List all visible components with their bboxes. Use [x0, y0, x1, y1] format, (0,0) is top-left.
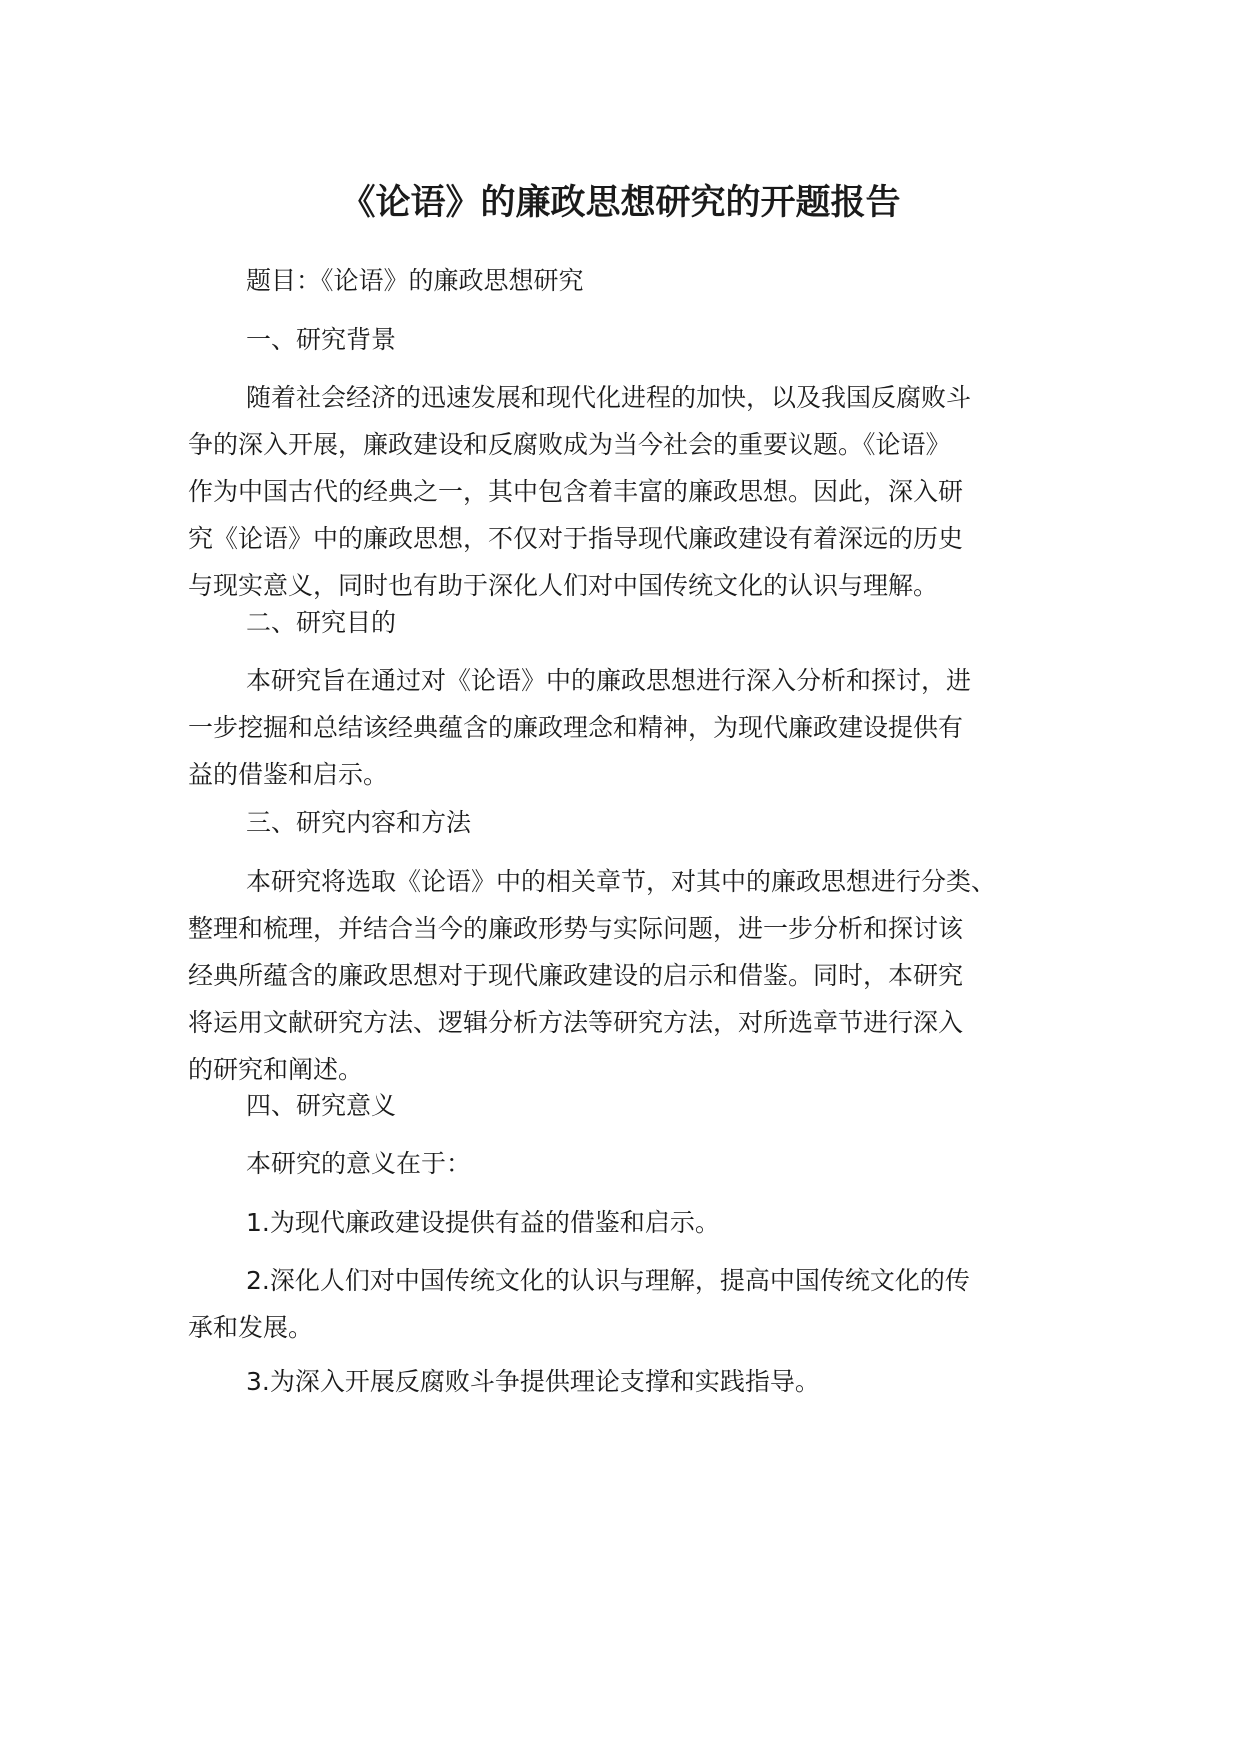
paragraph-line: 本研究旨在通过对《论语》中的廉政思想进行深入分析和探讨，进 [246, 666, 972, 695]
paragraph-line: 随着社会经济的迅速发展和现代化进程的加快，以及我国反腐败斗 [246, 383, 972, 412]
section-significance-heading [188, 1082, 1068, 1129]
point-text: 1.为现代廉政建设提供有益的借鉴和启示。 [246, 1208, 720, 1237]
point-text: 承和发展。 [188, 1313, 314, 1342]
topic-line [188, 257, 1068, 304]
paragraph-line: 本研究将选取《论语》中的相关章节，对其中的廉政思想进行分类、 [246, 867, 997, 896]
point-text: 2.深化人们对中国传统文化的认识与理解，提高中国传统文化的传 [246, 1266, 970, 1295]
paragraph-line: 的研究和阐述。 [188, 1055, 364, 1084]
paragraph-line: 益的借鉴和启示。 [188, 760, 389, 789]
section-purpose-heading [188, 599, 1068, 646]
document-title: 《论语》的廉政思想研究的开题报告 [340, 183, 901, 223]
section-background-heading [188, 316, 1068, 363]
paragraph-line: 一步挖掘和总结该经典蕴含的廉政理念和精神，为现代廉政建设提供有 [188, 713, 964, 742]
point-text: 3.为深入开展反腐败斗争提供理论支撑和实践指导。 [246, 1367, 820, 1396]
significance-intro-text: 本研究的意义在于： [246, 1149, 472, 1178]
paragraph-line: 争的深入开展，廉政建设和反腐败成为当今社会的重要议题。《论语》 [188, 430, 951, 459]
section-method-paragraph [188, 858, 1068, 1093]
section-background-paragraph [188, 374, 1068, 609]
method-heading-text: 三、研究内容和方法 [246, 808, 472, 837]
paragraph-line: 经典所蕴含的廉政思想对于现代廉政建设的启示和借鉴。同时，本研究 [188, 961, 964, 990]
background-heading-text: 一、研究背景 [246, 325, 397, 354]
topic-text: 题目：《论语》的廉政思想研究 [246, 266, 584, 295]
paragraph-line: 将运用文献研究方法、逻辑分析方法等研究方法，对所选章节进行深入 [188, 1008, 964, 1037]
section-method-heading [188, 799, 1068, 846]
significance-point-1 [188, 1199, 1068, 1246]
significance-heading-text: 四、研究意义 [246, 1091, 397, 1120]
paragraph-line: 与现实意义，同时也有助于深化人们对中国传统文化的认识与理解。 [188, 571, 939, 600]
paragraph-line: 作为中国古代的经典之一，其中包含着丰富的廉政思想。因此，深入研 [188, 477, 964, 506]
purpose-heading-text: 二、研究目的 [246, 608, 397, 637]
paragraph-line: 整理和梳理，并结合当今的廉政形势与实际问题，进一步分析和探讨该 [188, 914, 964, 943]
significance-point-3 [188, 1358, 1068, 1405]
section-purpose-paragraph [188, 657, 1068, 798]
significance-intro [188, 1140, 1068, 1187]
paragraph-line: 究《论语》中的廉政思想，不仅对于指导现代廉政建设有着深远的历史 [188, 524, 964, 553]
significance-point-2 [188, 1257, 1068, 1351]
